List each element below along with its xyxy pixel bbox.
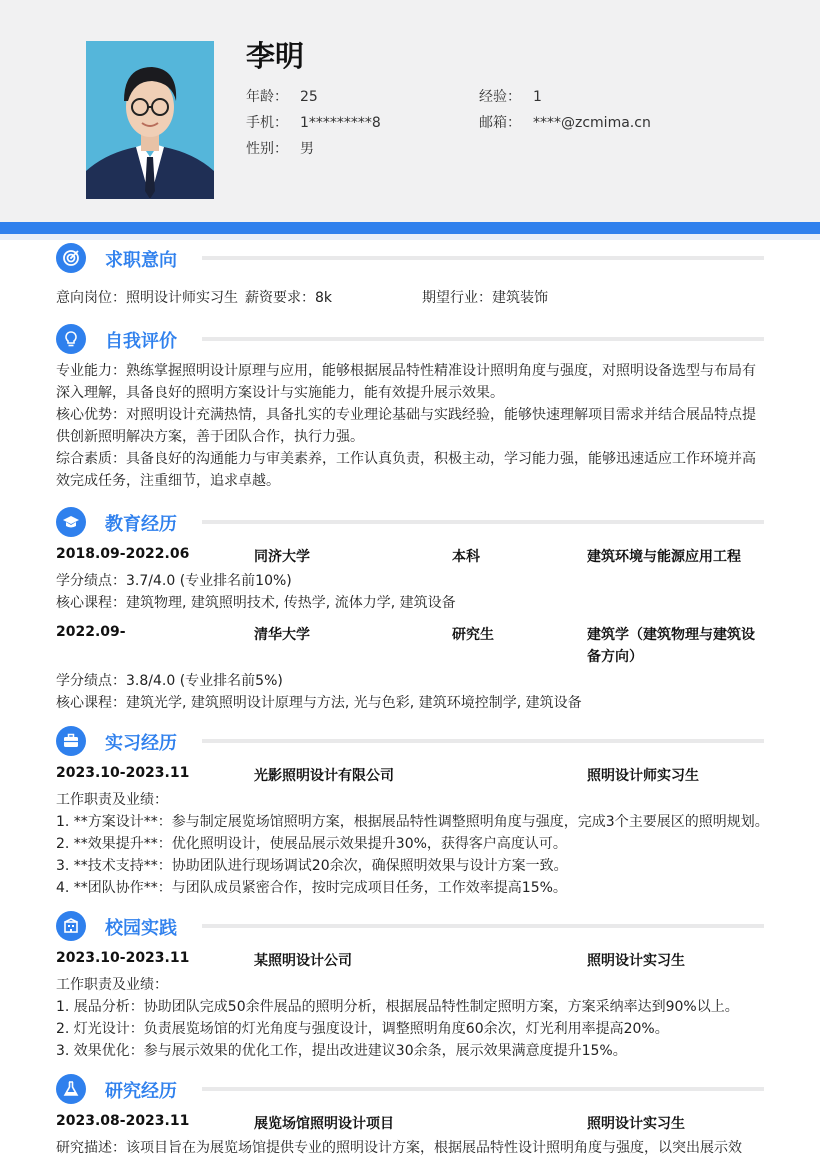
campus-duty-item: 2. 灯光设计：负责展览场馆的灯光角度与强度设计，调整照明角度60余次，灯光利用率提高20%。 [56, 1021, 669, 1037]
target-icon [56, 243, 86, 273]
edu-date: 2018.09-2022.06 [56, 546, 190, 562]
campus-role: 照明设计实习生 [587, 953, 685, 969]
section-title: 实习经历 [105, 733, 177, 754]
age-label: 年龄： [246, 89, 288, 105]
self-eval-advantage: 核心优势：对照明设计充满热情，具备扎实的专业理论基础与实践经验，能够快速理解项目需求并结合展品特点提供创新照明解决方案，善于团队合作，执行力强。 [56, 407, 756, 445]
gender-value: 男 [300, 141, 314, 157]
experience-label: 经验： [479, 89, 521, 105]
intern-date: 2023.10-2023.11 [56, 765, 190, 781]
edu-degree: 本科 [452, 549, 480, 565]
experience-field [479, 86, 542, 106]
header-accent-bar [0, 222, 820, 234]
edu-date: 2022.09- [56, 624, 126, 640]
profile-name: 李明 [246, 39, 305, 73]
intent-salary: 薪资要求：8k [245, 290, 333, 306]
section-divider [202, 739, 764, 743]
edu-school: 清华大学 [254, 627, 310, 643]
campus-date: 2023.10-2023.11 [56, 950, 190, 966]
research-project: 展览场馆照明设计项目 [254, 1116, 394, 1132]
section-campus-practice [56, 911, 764, 943]
intern-role: 照明设计师实习生 [587, 768, 699, 784]
section-divider [202, 256, 764, 260]
self-eval-quality: 综合素质：具备良好的沟通能力与审美素养，工作认真负责，积极主动，学习能力强，能够迅速适应工作环境并高效完成任务，注重细节，追求卓越。 [56, 451, 756, 489]
edu-major-cont: 备方向） [587, 649, 643, 665]
edu-gpa: 学分绩点：3.8/4.0 (专业排名前5%) [56, 673, 283, 689]
edu-major: 建筑环境与能源应用工程 [587, 549, 741, 565]
intern-duty-item: 4. **团队协作**：与团队成员紧密合作，按时完成项目任务，工作效率提高15%。 [56, 880, 567, 896]
campus-company: 某照明设计公司 [254, 953, 352, 969]
intern-company: 光影照明设计有限公司 [254, 768, 394, 784]
section-job-intent [56, 243, 764, 275]
lightbulb-icon [56, 324, 86, 354]
experience-value: 1 [533, 89, 542, 105]
phone-label: 手机： [246, 115, 288, 131]
gender-field [246, 138, 314, 158]
age-field [246, 86, 318, 106]
building-icon [56, 911, 86, 941]
intent-industry: 期望行业：建筑装饰 [422, 290, 548, 306]
profile-photo [86, 41, 214, 199]
phone-field [246, 112, 381, 132]
section-internship [56, 726, 764, 758]
edu-gpa: 学分绩点：3.7/4.0 (专业排名前10%) [56, 573, 292, 589]
section-divider [202, 520, 764, 524]
research-description: 研究描述：该项目旨在为展览场馆提供专业的照明设计方案，根据展品特性设计照明角度与强度，以突出展示效 [56, 1140, 742, 1156]
header-accent-subbar [0, 234, 820, 240]
section-research [56, 1074, 764, 1106]
intent-position: 意向岗位：照明设计师实习生 [56, 290, 238, 306]
intern-duty-item: 1. **方案设计**：参与制定展览场馆照明方案，根据展品特性调整照明角度与强度，完成3个主要展区的照明规划。 [56, 814, 769, 830]
campus-duty-item: 1. 展品分析：协助团队完成50余件展品的照明分析，根据展品特性制定照明方案，方案采纳率达到90%以上。 [56, 999, 739, 1015]
edu-courses: 核心课程：建筑物理, 建筑照明技术, 传热学, 流体力学, 建筑设备 [56, 595, 456, 611]
section-title: 校园实践 [105, 918, 177, 939]
section-divider [202, 337, 764, 341]
section-divider [202, 924, 764, 928]
edu-courses: 核心课程：建筑光学, 建筑照明设计原理与方法, 光与色彩, 建筑环境控制学, 建筑设备 [56, 695, 582, 711]
flask-icon [56, 1074, 86, 1104]
edu-degree: 研究生 [452, 627, 494, 643]
campus-duty-item: 3. 效果优化：参与展示效果的优化工作，提出改进建议30余条，展示效果满意度提升15%。 [56, 1043, 627, 1059]
research-date: 2023.08-2023.11 [56, 1113, 190, 1129]
graduation-cap-icon [56, 507, 86, 537]
briefcase-icon [56, 726, 86, 756]
intern-duty-item: 3. **技术支持**：协助团队进行现场调试20余次，确保照明效果与设计方案一致。 [56, 858, 568, 874]
edu-major: 建筑学（建筑物理与建筑设 [587, 627, 755, 643]
section-education [56, 507, 764, 539]
age-value: 25 [300, 89, 318, 105]
intern-duty-label: 工作职责及业绩： [56, 792, 168, 808]
section-title: 教育经历 [105, 514, 177, 535]
section-title: 自我评价 [105, 331, 177, 352]
intern-duty-item: 2. **效果提升**：优化照明设计，使展品展示效果提升30%，获得客户高度认可。 [56, 836, 567, 852]
section-self-evaluation [56, 324, 764, 356]
section-divider [202, 1087, 764, 1091]
self-eval-ability: 专业能力：熟练掌握照明设计原理与应用，能够根据展品特性精准设计照明角度与强度，对照明设备选型与布局有深入理解，具备良好的照明方案设计与实施能力，能有效提升展示效果。 [56, 363, 756, 401]
gender-label: 性别： [246, 141, 288, 157]
email-label: 邮箱： [479, 115, 521, 131]
research-role: 照明设计实习生 [587, 1116, 685, 1132]
section-title: 求职意向 [105, 250, 177, 271]
email-field [479, 112, 651, 132]
edu-school: 同济大学 [254, 549, 310, 565]
phone-value: 1*********8 [300, 115, 381, 131]
email-value: ****@zcmima.cn [533, 115, 651, 131]
section-title: 研究经历 [105, 1081, 177, 1102]
campus-duty-label: 工作职责及业绩： [56, 977, 168, 993]
